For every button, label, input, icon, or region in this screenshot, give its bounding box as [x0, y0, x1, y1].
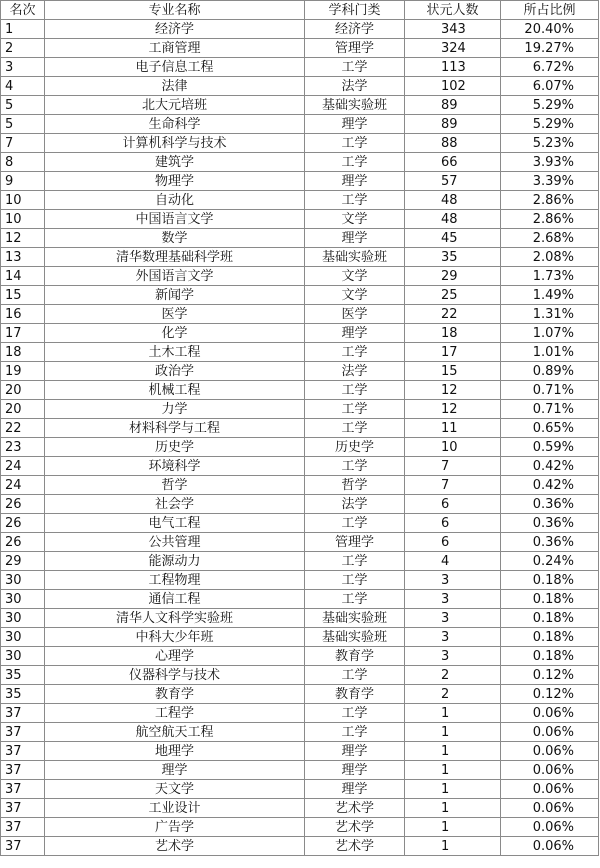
table-row [1, 172, 599, 191]
category-cell: 工学 [305, 419, 405, 438]
count-cell: 6 [405, 514, 501, 533]
rank-cell: 37 [1, 818, 45, 837]
category-cell: 理学 [305, 780, 405, 799]
count-cell: 4 [405, 552, 501, 571]
table-row [1, 476, 599, 495]
count-cell: 102 [405, 77, 501, 96]
percent-cell: 0.18% [501, 590, 599, 609]
rank-cell: 5 [1, 96, 45, 115]
percent-cell: 3.93% [501, 153, 599, 172]
major-cell: 公共管理 [45, 533, 305, 552]
count-cell: 3 [405, 609, 501, 628]
major-cell: 自动化 [45, 191, 305, 210]
major-cell: 理学 [45, 761, 305, 780]
count-cell: 11 [405, 419, 501, 438]
category-cell: 工学 [305, 666, 405, 685]
category-cell: 艺术学 [305, 818, 405, 837]
percent-cell: 0.42% [501, 457, 599, 476]
count-cell: 89 [405, 115, 501, 134]
table-row [1, 761, 599, 780]
percent-cell: 0.06% [501, 818, 599, 837]
category-cell: 工学 [305, 571, 405, 590]
percent-cell: 0.24% [501, 552, 599, 571]
category-cell: 基础实验班 [305, 609, 405, 628]
major-cell: 法律 [45, 77, 305, 96]
percent-cell: 0.59% [501, 438, 599, 457]
category-cell: 艺术学 [305, 799, 405, 818]
header-category: 学科门类 [305, 1, 405, 20]
percent-cell: 1.31% [501, 305, 599, 324]
major-cell: 化学 [45, 324, 305, 343]
category-cell: 哲学 [305, 476, 405, 495]
percent-cell: 20.40% [501, 20, 599, 39]
rank-cell: 12 [1, 229, 45, 248]
percent-cell: 5.29% [501, 115, 599, 134]
table-row [1, 457, 599, 476]
category-cell: 艺术学 [305, 837, 405, 856]
category-cell: 工学 [305, 191, 405, 210]
count-cell: 6 [405, 495, 501, 514]
category-cell: 工学 [305, 590, 405, 609]
table-row [1, 248, 599, 267]
rank-cell: 35 [1, 685, 45, 704]
table-row [1, 495, 599, 514]
percent-cell: 1.07% [501, 324, 599, 343]
table-row [1, 647, 599, 666]
count-cell: 57 [405, 172, 501, 191]
count-cell: 48 [405, 191, 501, 210]
major-cell: 教育学 [45, 685, 305, 704]
major-cell: 材料科学与工程 [45, 419, 305, 438]
percent-cell: 6.72% [501, 58, 599, 77]
major-cell: 工程学 [45, 704, 305, 723]
major-cell: 建筑学 [45, 153, 305, 172]
major-cell: 工业设计 [45, 799, 305, 818]
table-row [1, 419, 599, 438]
category-cell: 基础实验班 [305, 96, 405, 115]
major-cell: 生命科学 [45, 115, 305, 134]
header-rank: 名次 [1, 1, 45, 20]
major-cell: 中科大少年班 [45, 628, 305, 647]
table-row [1, 134, 599, 153]
count-cell: 66 [405, 153, 501, 172]
percent-cell: 5.29% [501, 96, 599, 115]
percent-cell: 0.42% [501, 476, 599, 495]
percent-cell: 0.06% [501, 761, 599, 780]
rank-cell: 13 [1, 248, 45, 267]
major-cell: 物理学 [45, 172, 305, 191]
major-cell: 工商管理 [45, 39, 305, 58]
major-cell: 清华人文科学实验班 [45, 609, 305, 628]
rank-cell: 15 [1, 286, 45, 305]
table-row [1, 58, 599, 77]
rank-cell: 24 [1, 457, 45, 476]
count-cell: 48 [405, 210, 501, 229]
percent-cell: 1.49% [501, 286, 599, 305]
percent-cell: 2.86% [501, 210, 599, 229]
rank-cell: 22 [1, 419, 45, 438]
count-cell: 7 [405, 476, 501, 495]
category-cell: 文学 [305, 210, 405, 229]
major-cell: 外国语言文学 [45, 267, 305, 286]
table-row [1, 837, 599, 856]
rank-cell: 19 [1, 362, 45, 381]
category-cell: 工学 [305, 400, 405, 419]
rank-cell: 4 [1, 77, 45, 96]
category-cell: 历史学 [305, 438, 405, 457]
count-cell: 324 [405, 39, 501, 58]
rank-cell: 30 [1, 590, 45, 609]
rank-cell: 26 [1, 533, 45, 552]
category-cell: 法学 [305, 77, 405, 96]
count-cell: 1 [405, 799, 501, 818]
rank-cell: 10 [1, 191, 45, 210]
rank-cell: 37 [1, 723, 45, 742]
percent-cell: 0.06% [501, 704, 599, 723]
category-cell: 教育学 [305, 647, 405, 666]
rank-cell: 16 [1, 305, 45, 324]
table-row [1, 153, 599, 172]
table-header [1, 1, 599, 20]
category-cell: 理学 [305, 115, 405, 134]
count-cell: 1 [405, 742, 501, 761]
header-major: 专业名称 [45, 1, 305, 20]
count-cell: 343 [405, 20, 501, 39]
count-cell: 45 [405, 229, 501, 248]
count-cell: 22 [405, 305, 501, 324]
table-row [1, 533, 599, 552]
count-cell: 25 [405, 286, 501, 305]
table-row [1, 362, 599, 381]
rank-cell: 7 [1, 134, 45, 153]
count-cell: 35 [405, 248, 501, 267]
rank-cell: 26 [1, 514, 45, 533]
rank-cell: 9 [1, 172, 45, 191]
major-cell: 地理学 [45, 742, 305, 761]
count-cell: 3 [405, 571, 501, 590]
percent-cell: 0.71% [501, 381, 599, 400]
major-cell: 天文学 [45, 780, 305, 799]
count-cell: 17 [405, 343, 501, 362]
major-cell: 新闻学 [45, 286, 305, 305]
count-cell: 12 [405, 381, 501, 400]
category-cell: 工学 [305, 552, 405, 571]
category-cell: 工学 [305, 343, 405, 362]
percent-cell: 0.12% [501, 685, 599, 704]
major-cell: 政治学 [45, 362, 305, 381]
rank-cell: 23 [1, 438, 45, 457]
percent-cell: 3.39% [501, 172, 599, 191]
percent-cell: 0.18% [501, 647, 599, 666]
table-body [1, 20, 599, 856]
category-cell: 法学 [305, 362, 405, 381]
major-cell: 通信工程 [45, 590, 305, 609]
category-cell: 理学 [305, 324, 405, 343]
major-cell: 中国语言文学 [45, 210, 305, 229]
percent-cell: 2.86% [501, 191, 599, 210]
count-cell: 6 [405, 533, 501, 552]
table-row [1, 191, 599, 210]
count-cell: 3 [405, 628, 501, 647]
table-row [1, 818, 599, 837]
major-cell: 艺术学 [45, 837, 305, 856]
percent-cell: 0.06% [501, 723, 599, 742]
table-row [1, 514, 599, 533]
table-row [1, 590, 599, 609]
table-row [1, 723, 599, 742]
table-row [1, 704, 599, 723]
major-cell: 历史学 [45, 438, 305, 457]
table-row [1, 229, 599, 248]
percent-cell: 6.07% [501, 77, 599, 96]
category-cell: 医学 [305, 305, 405, 324]
major-cell: 工程物理 [45, 571, 305, 590]
table-row [1, 666, 599, 685]
major-cell: 医学 [45, 305, 305, 324]
category-cell: 经济学 [305, 20, 405, 39]
rank-cell: 24 [1, 476, 45, 495]
table-row [1, 20, 599, 39]
percent-cell: 0.06% [501, 837, 599, 856]
percent-cell: 0.06% [501, 742, 599, 761]
header-percent: 所占比例 [501, 1, 599, 20]
percent-cell: 0.36% [501, 495, 599, 514]
count-cell: 89 [405, 96, 501, 115]
major-cell: 电子信息工程 [45, 58, 305, 77]
table-row [1, 286, 599, 305]
category-cell: 工学 [305, 514, 405, 533]
category-cell: 工学 [305, 381, 405, 400]
header-row [1, 1, 599, 20]
table-row [1, 96, 599, 115]
rank-cell: 14 [1, 267, 45, 286]
percent-cell: 0.18% [501, 609, 599, 628]
percent-cell: 0.18% [501, 571, 599, 590]
table-row [1, 438, 599, 457]
count-cell: 1 [405, 704, 501, 723]
table-row [1, 628, 599, 647]
table-row [1, 552, 599, 571]
rank-cell: 17 [1, 324, 45, 343]
category-cell: 工学 [305, 704, 405, 723]
rank-cell: 26 [1, 495, 45, 514]
count-cell: 88 [405, 134, 501, 153]
table-row [1, 267, 599, 286]
table-row [1, 400, 599, 419]
major-cell: 经济学 [45, 20, 305, 39]
count-cell: 1 [405, 723, 501, 742]
category-cell: 管理学 [305, 533, 405, 552]
count-cell: 1 [405, 780, 501, 799]
major-cell: 北大元培班 [45, 96, 305, 115]
rank-cell: 30 [1, 571, 45, 590]
category-cell: 法学 [305, 495, 405, 514]
rank-cell: 2 [1, 39, 45, 58]
major-cell: 计算机科学与技术 [45, 134, 305, 153]
table-row [1, 77, 599, 96]
major-cell: 哲学 [45, 476, 305, 495]
table-row [1, 343, 599, 362]
count-cell: 1 [405, 818, 501, 837]
percent-cell: 19.27% [501, 39, 599, 58]
header-count: 状元人数 [405, 1, 501, 20]
count-cell: 3 [405, 590, 501, 609]
rank-cell: 20 [1, 400, 45, 419]
rank-cell: 37 [1, 799, 45, 818]
count-cell: 12 [405, 400, 501, 419]
category-cell: 工学 [305, 457, 405, 476]
rank-cell: 18 [1, 343, 45, 362]
table-row [1, 571, 599, 590]
category-cell: 文学 [305, 286, 405, 305]
percent-cell: 0.89% [501, 362, 599, 381]
count-cell: 29 [405, 267, 501, 286]
rank-cell: 37 [1, 704, 45, 723]
count-cell: 15 [405, 362, 501, 381]
table-row [1, 115, 599, 134]
percent-cell: 2.08% [501, 248, 599, 267]
count-cell: 1 [405, 837, 501, 856]
rank-cell: 1 [1, 20, 45, 39]
category-cell: 工学 [305, 58, 405, 77]
count-cell: 1 [405, 761, 501, 780]
rank-cell: 37 [1, 837, 45, 856]
count-cell: 2 [405, 666, 501, 685]
major-cell: 力学 [45, 400, 305, 419]
percent-cell: 0.12% [501, 666, 599, 685]
rank-cell: 30 [1, 609, 45, 628]
major-cell: 环境科学 [45, 457, 305, 476]
percent-cell: 0.18% [501, 628, 599, 647]
rank-cell: 20 [1, 381, 45, 400]
major-cell: 航空航天工程 [45, 723, 305, 742]
percent-cell: 0.65% [501, 419, 599, 438]
count-cell: 2 [405, 685, 501, 704]
rank-cell: 3 [1, 58, 45, 77]
major-cell: 能源动力 [45, 552, 305, 571]
major-cell: 数学 [45, 229, 305, 248]
rank-cell: 37 [1, 761, 45, 780]
percent-cell: 0.06% [501, 780, 599, 799]
table-row [1, 381, 599, 400]
count-cell: 113 [405, 58, 501, 77]
category-cell: 教育学 [305, 685, 405, 704]
category-cell: 工学 [305, 153, 405, 172]
category-cell: 理学 [305, 229, 405, 248]
rank-cell: 8 [1, 153, 45, 172]
major-cell: 心理学 [45, 647, 305, 666]
category-cell: 文学 [305, 267, 405, 286]
count-cell: 18 [405, 324, 501, 343]
category-cell: 理学 [305, 742, 405, 761]
rank-cell: 30 [1, 647, 45, 666]
table-row [1, 685, 599, 704]
major-cell: 仪器科学与技术 [45, 666, 305, 685]
rank-cell: 5 [1, 115, 45, 134]
percent-cell: 0.06% [501, 799, 599, 818]
rank-cell: 30 [1, 628, 45, 647]
major-cell: 土木工程 [45, 343, 305, 362]
category-cell: 理学 [305, 172, 405, 191]
rank-cell: 37 [1, 780, 45, 799]
major-cell: 清华数理基础科学班 [45, 248, 305, 267]
category-cell: 工学 [305, 134, 405, 153]
rank-cell: 37 [1, 742, 45, 761]
category-cell: 理学 [305, 761, 405, 780]
major-cell: 社会学 [45, 495, 305, 514]
percent-cell: 2.68% [501, 229, 599, 248]
rank-cell: 29 [1, 552, 45, 571]
rank-cell: 35 [1, 666, 45, 685]
count-cell: 3 [405, 647, 501, 666]
count-cell: 7 [405, 457, 501, 476]
category-cell: 工学 [305, 723, 405, 742]
percent-cell: 5.23% [501, 134, 599, 153]
major-cell: 广告学 [45, 818, 305, 837]
rank-cell: 10 [1, 210, 45, 229]
major-cell: 电气工程 [45, 514, 305, 533]
category-cell: 基础实验班 [305, 628, 405, 647]
percent-cell: 0.71% [501, 400, 599, 419]
table-row [1, 780, 599, 799]
table-row [1, 609, 599, 628]
percent-cell: 1.01% [501, 343, 599, 362]
table-row [1, 39, 599, 58]
table-row [1, 799, 599, 818]
table-row [1, 305, 599, 324]
category-cell: 管理学 [305, 39, 405, 58]
table-row [1, 742, 599, 761]
major-cell: 机械工程 [45, 381, 305, 400]
table-row [1, 210, 599, 229]
percent-cell: 0.36% [501, 533, 599, 552]
table-row [1, 324, 599, 343]
percent-cell: 0.36% [501, 514, 599, 533]
category-cell: 基础实验班 [305, 248, 405, 267]
percent-cell: 1.73% [501, 267, 599, 286]
count-cell: 10 [405, 438, 501, 457]
